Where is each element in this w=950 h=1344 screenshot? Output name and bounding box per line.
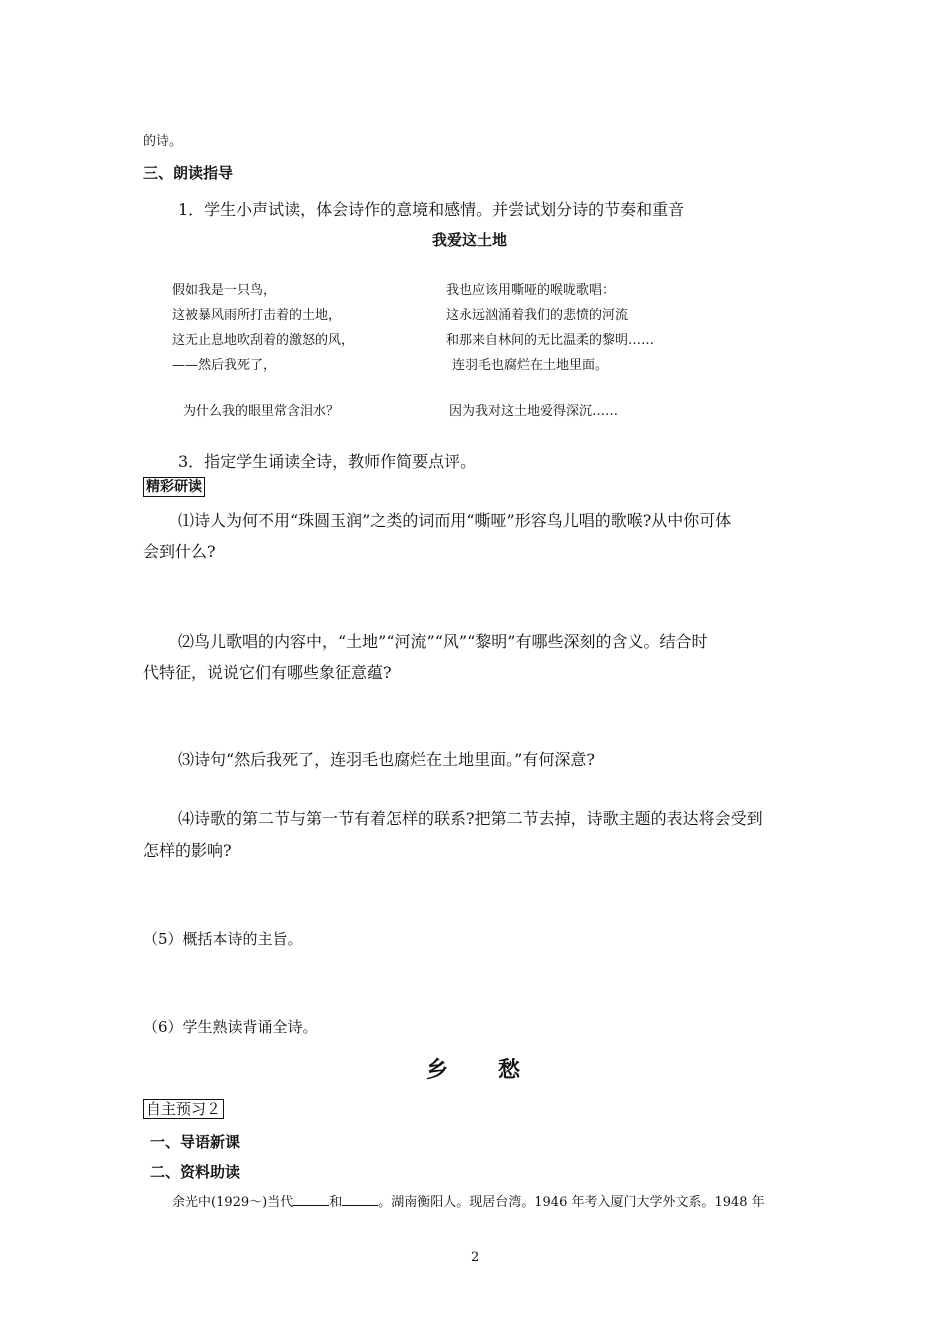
question-4: ⑷诗歌的第二节与第一节有着怎样的联系?把第二节去掉，诗歌主题的表达将会受到 [178, 809, 763, 828]
poem-line: 我也应该用嘶哑的喉咙歌唱： [446, 283, 616, 298]
poem-line: 连羽毛也腐烂在土地里面。 [452, 358, 609, 373]
poem-title: 我爱这土地 [432, 231, 508, 249]
fill-blank[interactable] [342, 1193, 378, 1206]
bio-text: 余光中(1929～)当代 [172, 1195, 294, 1210]
lesson-title: 乡 愁 [426, 1058, 523, 1083]
page-number: 2 [471, 1250, 480, 1265]
poem-line: 这无止息地吹刮着的激怒的风， [172, 333, 355, 348]
question-1: ⑴诗人为何不用“珠圆玉润”之类的词而用“嘶哑”形容鸟儿唱的歌喉?从中你可体 [178, 511, 732, 530]
question-1: 会到什么? [143, 542, 216, 561]
text-fragment: 的诗。 [143, 134, 183, 149]
preview-box-label: 自主预习２ [143, 1099, 224, 1119]
bio-text: 。湖南衡阳人。现居台湾。1946 年考入厦门大学外文系。1948 年 [378, 1195, 765, 1210]
poem-line: 和那来自林间的无比温柔的黎明…… [446, 333, 655, 348]
section-heading: 三、朗读指导 [143, 164, 234, 182]
question-5: （5）概括本诗的主旨。 [143, 930, 303, 948]
poem-line: 这永远汹涌着我们的悲愤的河流 [446, 308, 629, 323]
instruction-item: 3．指定学生诵读全诗，教师作简要点评。 [178, 452, 477, 471]
question-2: 代特征，说说它们有哪些象征意蕴? [143, 663, 392, 682]
poem-line: 假如我是一只鸟， [172, 283, 277, 298]
author-bio [172, 1191, 765, 1210]
bio-text: 和 [329, 1195, 343, 1210]
instruction-item: 1．学生小声试读，体会诗作的意境和感情。并尝试划分诗的节奏和重音 [178, 200, 685, 219]
question-4: 怎样的影响? [143, 841, 232, 860]
study-box-label: 精彩研读 [143, 477, 205, 497]
section-heading: 一、导语新课 [150, 1133, 241, 1151]
question-3: ⑶诗句“然后我死了，连羽毛也腐烂在土地里面。”有何深意? [178, 750, 595, 769]
poem-line: 这被暴风雨所打击着的土地， [172, 308, 342, 323]
question-6: （6）学生熟读背诵全诗。 [143, 1018, 318, 1036]
poem-line: 为什么我的眼里常含泪水？ [183, 404, 340, 419]
question-2: ⑵鸟儿歌唱的内容中，“土地”“河流”“风”“黎明”有哪些深刻的含义。结合时 [178, 632, 708, 651]
fill-blank[interactable] [293, 1193, 329, 1206]
section-heading: 二、资料助读 [150, 1163, 241, 1181]
poem-line: ——然后我死了， [172, 358, 277, 373]
poem-line: 因为我对这土地爱得深沉…… [449, 404, 619, 419]
